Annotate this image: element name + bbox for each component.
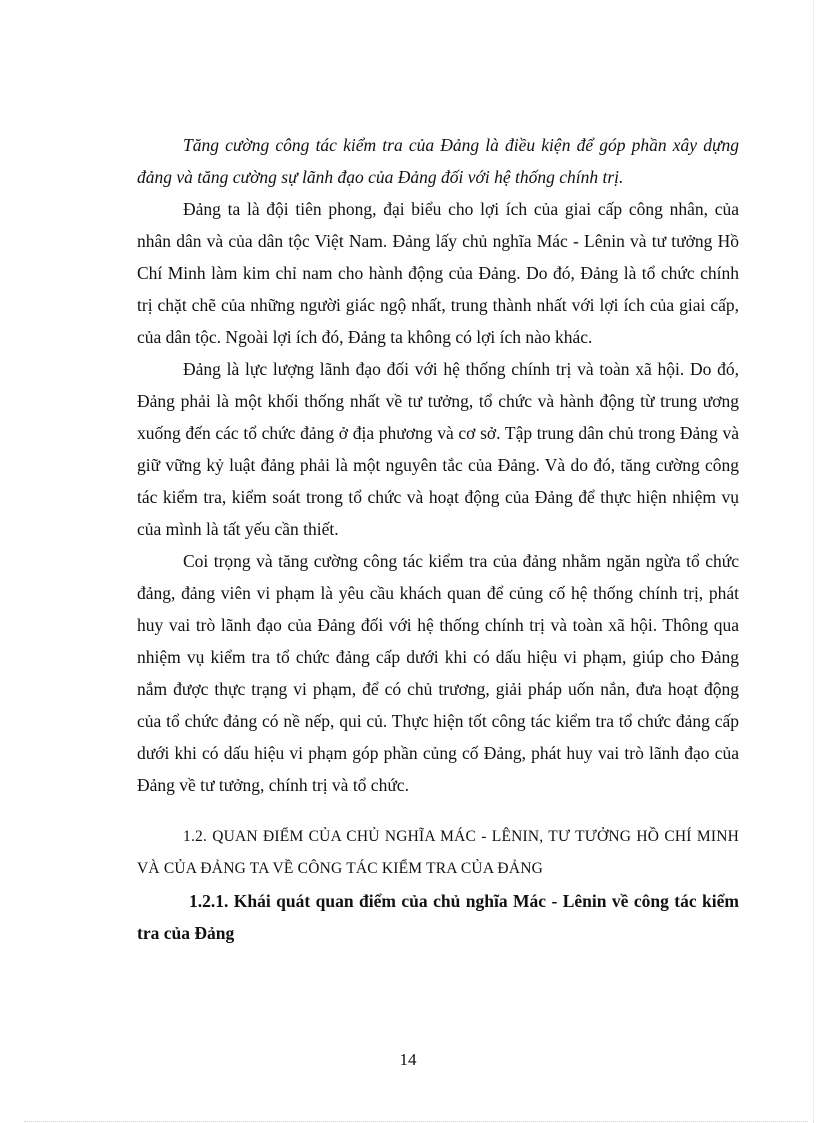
body-paragraph-1: Đảng ta là đội tiên phong, đại biểu cho lợi ích của giai cấp công nhân, của nhân dân và của dân tộc Việt Nam. Đảng lấy chủ nghĩa Mác - Lênin và tư tưởng Hồ Chí Minh làm kim chỉ nam cho hành động của Đảng. Do đó, Đảng là tổ chức chính trị chặt chẽ của những người giác ngộ nhất, trung thành nhất với lợi ích của giai cấp, của dân tộc. Ngoài lợi ích đó, Đảng ta không có lợi ích nào khác. xyxy=(137,199,739,347)
subsection-heading: 1.2.1. Khái quát quan điểm của chủ nghĩa Mác - Lênin về công tác kiểm tra của Đảng xyxy=(137,891,739,943)
section-heading: 1.2. QUAN ĐIỂM CỦA CHỦ NGHĨA MÁC - LÊNIN, TƯ TƯỞNG HỒ CHÍ MINH VÀ CỦA ĐẢNG TA VỀ CÔNG TÁC KIỂM TRA CỦA ĐẢNG xyxy=(137,828,739,877)
page-content xyxy=(137,129,739,949)
page-right-divider xyxy=(813,0,814,1123)
page-bottom-divider xyxy=(24,1121,808,1122)
body-paragraph-3: Coi trọng và tăng cường công tác kiểm tra của đảng nhằm ngăn ngừa tổ chức đảng, đảng viên vi phạm là yêu cầu khách quan để củng cố hệ thống chính trị, phát huy vai trò lãnh đạo của Đảng đối với hệ thống chính trị và toàn xã hội. Thông qua nhiệm vụ kiểm tra tổ chức đảng cấp dưới khi có dấu hiệu vi phạm, giúp cho Đảng nắm được thực trạng vi phạm, để có chủ trương, giải pháp uốn nắn, đưa hoạt động của tổ chức đảng có nề nếp, qui củ. Thực hiện tốt công tác kiểm tra tổ chức đảng cấp dưới khi có dấu hiệu vi phạm góp phần củng cố Đảng, phát huy vai trò lãnh đạo của Đảng về tư tưởng, chính trị và tổ chức. xyxy=(137,551,739,795)
page-number: 14 xyxy=(399,1050,417,1069)
intro-paragraph-italic: Tăng cường công tác kiểm tra của Đảng là điều kiện để góp phần xây dựng đảng và tăng cường sự lãnh đạo của Đảng đối với hệ thống chính trị. xyxy=(137,135,739,187)
body-paragraph-2: Đảng là lực lượng lãnh đạo đối với hệ thống chính trị và toàn xã hội. Do đó, Đảng phải là một khối thống nhất về tư tưởng, tổ chức và hành động từ trung ương xuống đến các tổ chức đảng ở địa phương và cơ sở. Tập trung dân chủ trong Đảng và giữ vững kỷ luật đảng phải là một nguyên tắc của Đảng. Và do đó, tăng cường công tác kiểm tra, kiểm soát trong tổ chức và hoạt động của Đảng để thực hiện nhiệm vụ của mình là tất yếu cần thiết. xyxy=(137,359,739,539)
